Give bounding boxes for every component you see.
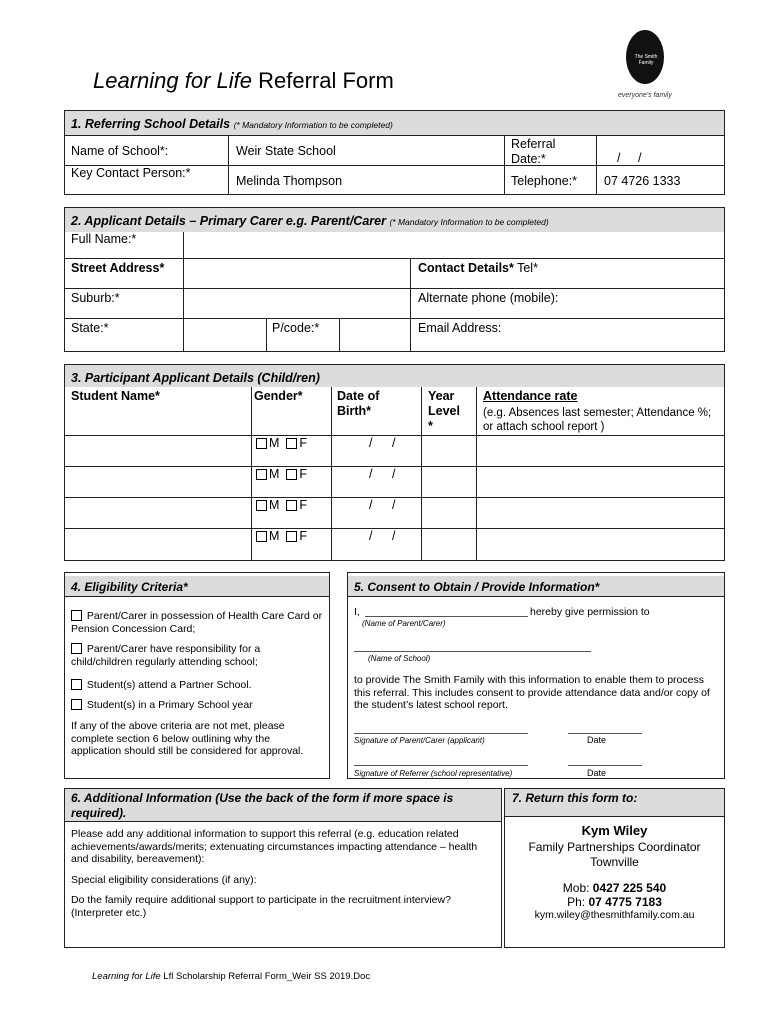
section1-heading: 1. Referring School Details (* Mandatory Information to be completed) [71,117,393,131]
name-school-caption: (Name of School) [368,654,431,663]
section2-heading: 2. Applicant Details – Primary Carer e.g. Parent/Carer (* Mandatory Information to be completed) [71,214,549,228]
checkbox[interactable] [71,610,82,621]
sig-referrer-caption: Signature of Referrer (school representative) [354,769,513,778]
contact-mobile: Mob: 0427 225 540 [562,881,667,895]
tel-label: Tel* [517,261,538,275]
sig-parent-caption: Signature of Parent/Carer (applicant) [354,736,485,745]
street-address-label: Street Address* [71,261,165,275]
school-name-line[interactable] [354,651,591,652]
smith-family-logo: The Smith Family everyone's family [604,30,684,105]
parent-date-line[interactable] [568,733,642,734]
parent-signature-line[interactable] [354,733,528,734]
dob-field[interactable]: / / [369,436,396,450]
state-label: State:* [71,321,109,335]
male-checkbox[interactable] [256,500,267,511]
suburb-label: Suburb:* [71,291,120,305]
key-contact-field[interactable]: Melinda Thompson [236,174,343,188]
male-checkbox[interactable] [256,469,267,480]
permission-text: hereby give permission to [530,606,650,618]
gender-row-3[interactable]: M F [256,498,307,512]
year-level-header: Year Level * [428,389,460,433]
section3-heading: 3. Participant Applicant Details (Child/ren) [71,371,320,385]
section7-heading: 7. Return this form to: [512,791,638,805]
date-caption: Date [587,735,607,745]
key-contact-label: Key Contact Person:* [71,166,191,180]
full-name-label: Full Name:* [71,232,137,246]
checkbox[interactable] [71,643,82,654]
parent-name-line[interactable] [365,616,528,617]
dob-field[interactable]: / / [369,498,396,512]
student-name-header: Student Name* [71,389,160,403]
female-checkbox[interactable] [286,469,297,480]
interview-support-text: Do the family require additional support to participate in the recruitment interview? (Interpreter etc.) [71,894,451,919]
gender-row-4[interactable]: M F [256,529,307,543]
email-label: Email Address: [418,321,502,335]
contact-role: Family Partnerships Coordinator [528,840,701,854]
contact-phone: Ph: 07 4775 7183 [567,895,662,909]
footer: Learning for Life Lfl Scholarship Referral Form_Weir SS 2019.Doc [92,971,371,982]
special-considerations-text: Special eligibility considerations (if any): [71,874,257,886]
checkbox[interactable] [71,699,82,710]
criteria-health-card[interactable]: Parent/Carer in possession of Health Care Card or Pension Concession Card; [71,610,323,635]
alternate-phone-label: Alternate phone (mobile): [418,291,559,305]
gender-row-1[interactable]: M F [256,436,307,450]
section6-heading: 6. Additional Information (Use the back of the form if more space is required). [71,791,454,820]
referrer-date-line[interactable] [568,765,642,766]
page-title: Learning for Life Referral Form [93,68,394,93]
school-name-label: Name of School*: [71,144,169,158]
referrer-signature-line[interactable] [354,765,528,766]
section4-heading: 4. Eligibility Criteria* [71,580,188,594]
contact-location: Townville [590,855,639,869]
postcode-label: P/code:* [272,321,320,335]
referral-date-field[interactable]: / / [617,151,642,165]
school-name-field[interactable]: Weir State School [236,144,336,158]
name-parent-caption: (Name of Parent/Carer) [362,619,446,628]
attendance-header: Attendance rate [483,389,578,403]
consent-i-label: I, [354,606,360,618]
male-checkbox[interactable] [256,438,267,449]
female-checkbox[interactable] [286,438,297,449]
telephone-field[interactable]: 07 4726 1333 [604,174,681,188]
gender-row-2[interactable]: M F [256,467,307,481]
criteria-primary-school[interactable]: Student(s) in a Primary School year [71,699,253,712]
additional-info-text: Please add any additional information to support this referral (e.g. education related achievements/awards/merits; extenuating circumstances impacting attendance – health and disability, bereavement): [71,828,478,865]
referral-date-label: Referral Date:* [511,137,556,166]
attendance-note: (e.g. Absences last semester; Attendance %; or attach school report ) [483,407,712,433]
dob-field[interactable]: / / [369,467,396,481]
dob-header: Date of Birth* [337,389,380,418]
criteria-partner-school[interactable]: Student(s) attend a Partner School. [71,679,252,692]
contact-details-label: Contact Details* [418,261,514,275]
dob-field[interactable]: / / [369,529,396,543]
telephone-label: Telephone:* [511,174,578,188]
contact-email[interactable]: kym.wiley@thesmithfamily.com.au [534,909,695,921]
male-checkbox[interactable] [256,531,267,542]
female-checkbox[interactable] [286,531,297,542]
contact-name: Kym Wiley [581,823,648,838]
consent-body: to provide The Smith Family with this information to enable them to process this referral. This includes consent to provide attendance data and/or copy of the student’s latest school report. [354,674,710,711]
checkbox[interactable] [71,679,82,690]
date-caption: Date [587,768,607,778]
section5-heading: 5. Consent to Obtain / Provide Information* [354,580,600,594]
criteria-note: If any of the above criteria are not met, please complete section 6 below outlining why the application should still be considered for approval. [71,720,304,757]
criteria-responsibility[interactable]: Parent/Carer have responsibility for a child/children regularly attending school; [71,643,261,668]
female-checkbox[interactable] [286,500,297,511]
gender-header: Gender* [254,389,303,403]
